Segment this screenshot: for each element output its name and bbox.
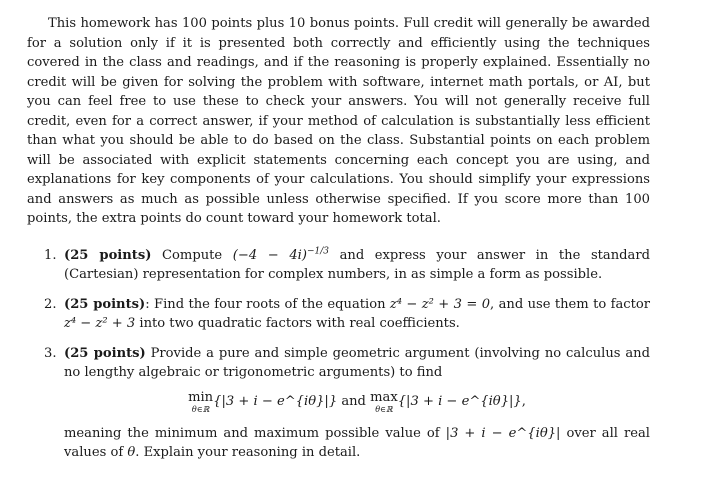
problem-text: into two quadratic factors with real coefficients. xyxy=(135,316,460,331)
problem-points: (25 points) xyxy=(64,345,146,361)
problem-number: 3. xyxy=(44,345,57,361)
problem-text: Provide a pure and simple geometric argument (involving no calculus and no lengthy algebraic or trigonometric arguments) to find xyxy=(64,345,650,380)
problem-list xyxy=(27,246,650,463)
homework-page xyxy=(27,14,650,473)
math-equation: z⁴ − z² + 3 = 0 xyxy=(389,296,491,312)
set-expression: {|3 + i − e^{iθ}|} xyxy=(397,393,522,409)
problem-number: 2. xyxy=(44,296,57,312)
problem-text: : Find the four roots of the equation xyxy=(145,296,390,312)
problem-points: (25 points) xyxy=(64,247,152,263)
problem-text: Compute xyxy=(151,247,233,263)
and-word: and xyxy=(337,393,371,409)
problem-text: meaning the minimum and maximum possible value of xyxy=(64,425,446,441)
problem-text: and express your answer in the standard (Cartesian) representation for complex numbers, in as simple a form as possible. xyxy=(64,247,650,282)
theta-symbol: θ xyxy=(127,445,136,460)
problem-1 xyxy=(27,246,650,285)
problem-text: , and use them to factor xyxy=(490,296,651,312)
max-operator: max θ∈ℝ xyxy=(370,389,398,414)
problem-text: over all real values of xyxy=(64,425,650,460)
problem-points: (25 points) xyxy=(64,296,146,312)
min-operator: min θ∈ℝ xyxy=(188,389,214,414)
math-expression: $(-4 - 4i)^{-1/3}$ xyxy=(232,246,329,263)
problem-number: 1. xyxy=(44,247,57,263)
problem-text: . Explain your reasoning in detail. xyxy=(135,445,361,460)
math-polynomial: z⁴ − z² + 3 xyxy=(64,316,136,331)
problem-3 xyxy=(27,344,650,463)
punctuation: , xyxy=(521,393,526,409)
intro-paragraph: This homework has 100 points plus 10 bonus points. Full credit will generally be awarded for a solution only if it is presented both correctly and efficiently using the techniques covered in the class and readings, and if the reasoning is properly explained. Essentially no credit will be given for solving the problem with software, internet math portals, or AI, but you can feel free to use these to check your answers. You will not generally receive full credit, even for a correct answer, if your method of calculation is substantially less efficient than what you should be able to do based on the class. Substantial points on each problem will be associated with explicit statements concerning each concept you are using, and explanations for key components of your calculations. You should simplify your expressions and answers as much as possible unless otherwise specified. If you score more than 100 points, the extra points do count toward your homework total. xyxy=(27,16,650,226)
set-expression: {|3 + i − e^{iθ}|} xyxy=(213,393,338,409)
problem-2 xyxy=(27,295,650,334)
min-max-display xyxy=(64,391,650,414)
abs-expression: |3 + i − e^{iθ}| xyxy=(445,425,561,441)
